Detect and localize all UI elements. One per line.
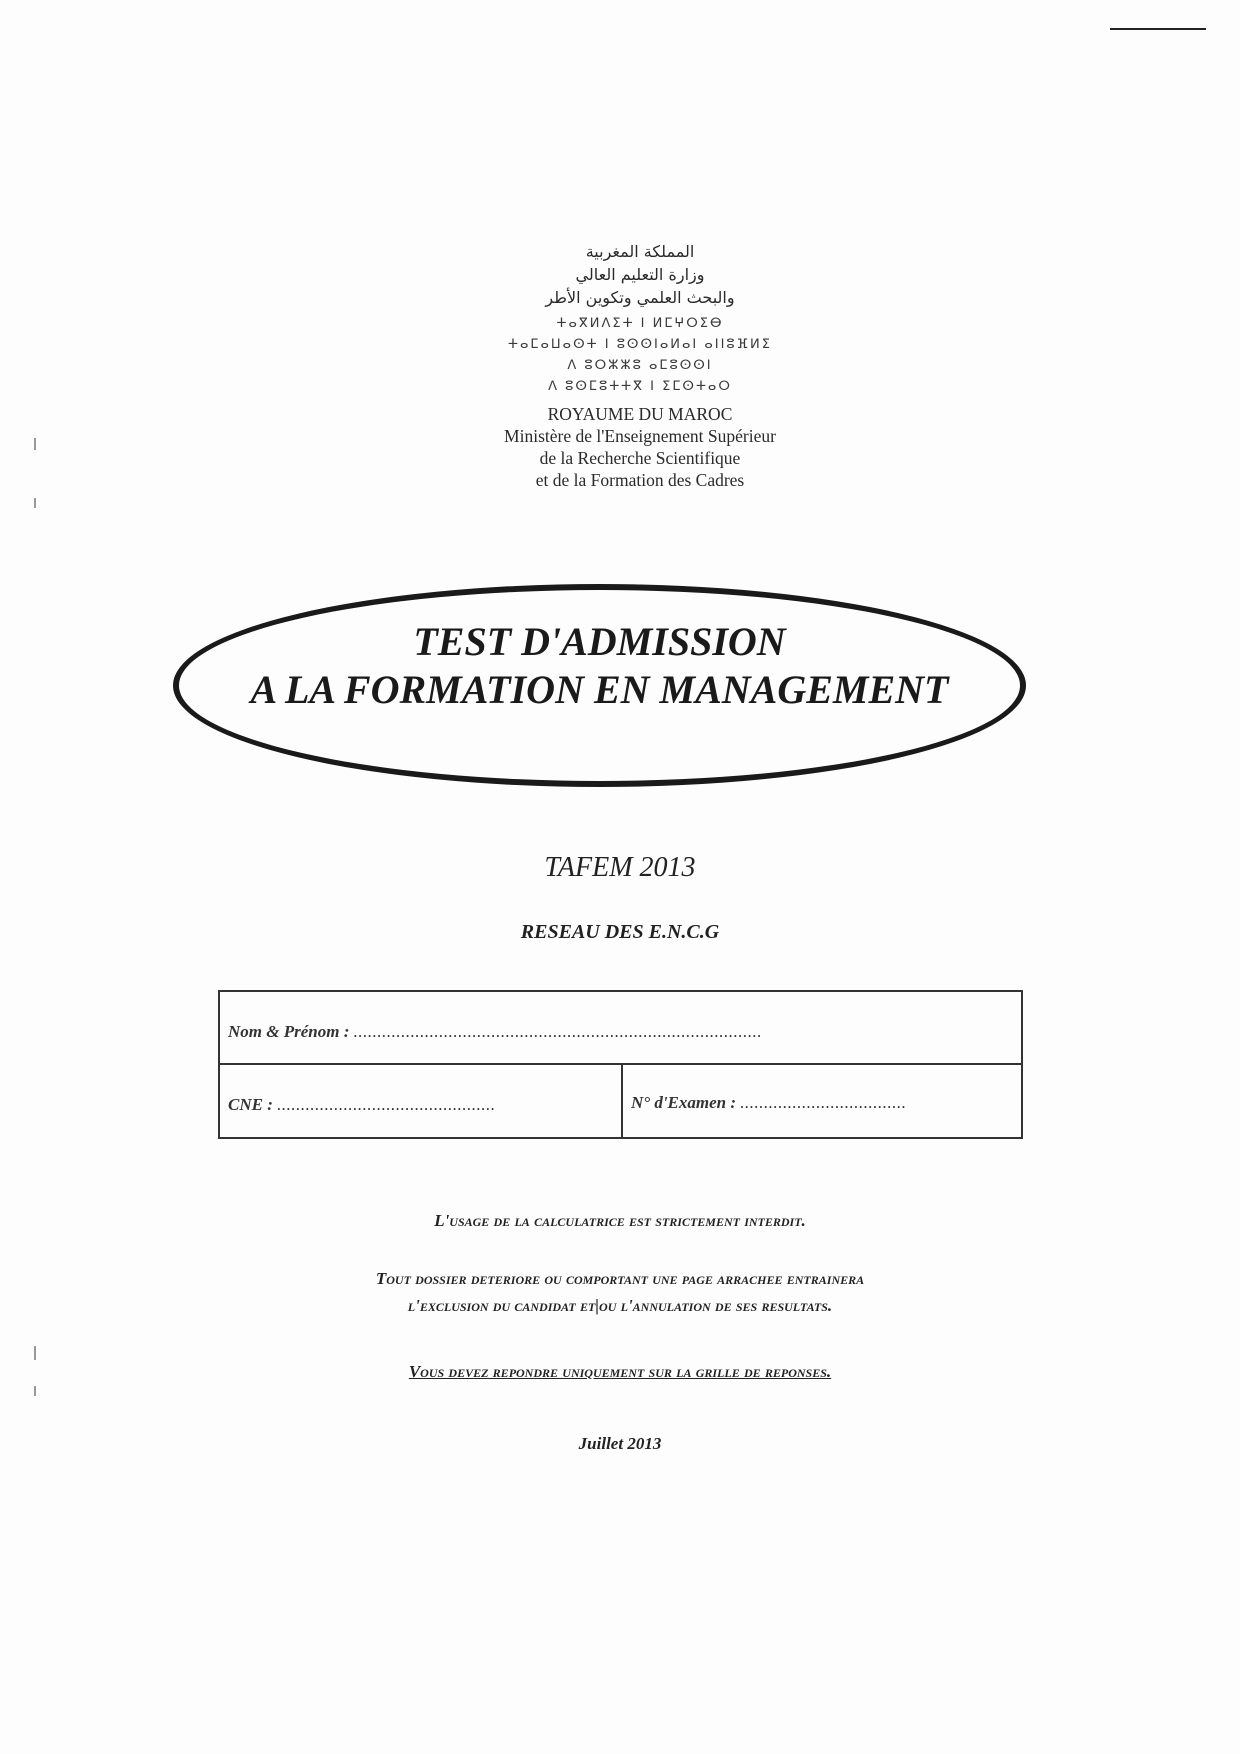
kingdom-line: ROYAUME DU MAROC — [547, 404, 733, 424]
french-header — [440, 403, 840, 491]
name-field[interactable] — [228, 1022, 1013, 1042]
exam-number-label: N° d'Examen : — [631, 1093, 737, 1112]
cne-label: CNE : — [228, 1095, 273, 1114]
tifinagh-line: ⴷ ⵓⵔⵣⵣⵓ ⴰⵎⵓⵙⵙⵏ — [567, 358, 713, 373]
tifinagh-line: ⵜⴰⵎⴰⵡⴰⵙⵜ ⵏ ⵓⵙⵙⵏⴰⵍⴰⵏ ⴰⵏⵏⵓⴼⵍⵉ — [508, 337, 772, 352]
network-name: RESEAU DES E.N.C.G — [520, 921, 720, 943]
name-dots: ...................................................................................... — [353, 1022, 763, 1041]
damaged-notice-line-1: Tout dossier deteriore ou comportant une page arrachee entrainera — [375, 1269, 865, 1288]
ministry-header — [440, 240, 840, 491]
margin-mark — [34, 498, 36, 508]
title-line-1: TEST D'ADMISSION — [413, 619, 786, 664]
exam-number-field[interactable] — [631, 1093, 1013, 1113]
ministry-line: et de la Formation des Cadres — [535, 470, 745, 490]
tifinagh-line: ⴷ ⵓⵙⵎⵓⵜⵜⴳ ⵏ ⵉⵎⵙⵜⴰⵔ — [548, 379, 732, 394]
page-title — [173, 618, 1026, 714]
candidate-info-box — [218, 990, 1023, 1139]
arabic-line: المملكة المغربية — [585, 242, 695, 261]
margin-mark — [34, 1386, 36, 1396]
ministry-line: Ministère de l'Enseignement Supérieur — [504, 426, 776, 446]
tifinagh-header — [440, 313, 840, 397]
exam-name: TAFEM 2013 — [544, 852, 696, 883]
cne-dots: .............................................. — [277, 1095, 496, 1114]
arabic-line: والبحث العلمي وتكوين الأطر — [545, 288, 735, 307]
calculator-notice: L'usage de la calculatrice est strictement interdit. — [434, 1211, 806, 1230]
exam-date: Juillet 2013 — [578, 1434, 662, 1453]
answer-grid-notice: Vous devez repondre uniquement sur la grille de reponses. — [408, 1362, 832, 1381]
exam-number-dots: ................................... — [740, 1093, 907, 1112]
arabic-header — [440, 240, 840, 309]
top-scan-rule — [1110, 28, 1206, 30]
name-row — [220, 992, 1021, 1065]
title-line-2: A LA FORMATION EN MANAGEMENT — [250, 667, 949, 712]
damaged-file-notice — [0, 1265, 1240, 1319]
ministry-line: de la Recherche Scientifique — [539, 448, 741, 468]
tifinagh-line: ⵜⴰⴳⵍⴷⵉⵜ ⵏ ⵍⵎⵖⵔⵉⴱ — [556, 316, 724, 331]
cne-cell — [220, 1065, 623, 1137]
exam-number-cell — [623, 1065, 1021, 1137]
damaged-notice-line-2: l'exclusion du candidat et|ou l'annulation de ses resultats. — [407, 1296, 833, 1315]
margin-mark — [34, 438, 36, 450]
arabic-line: وزارة التعليم العالي — [575, 265, 705, 284]
cne-field[interactable] — [228, 1095, 616, 1115]
name-label: Nom & Prénom : — [228, 1022, 350, 1041]
